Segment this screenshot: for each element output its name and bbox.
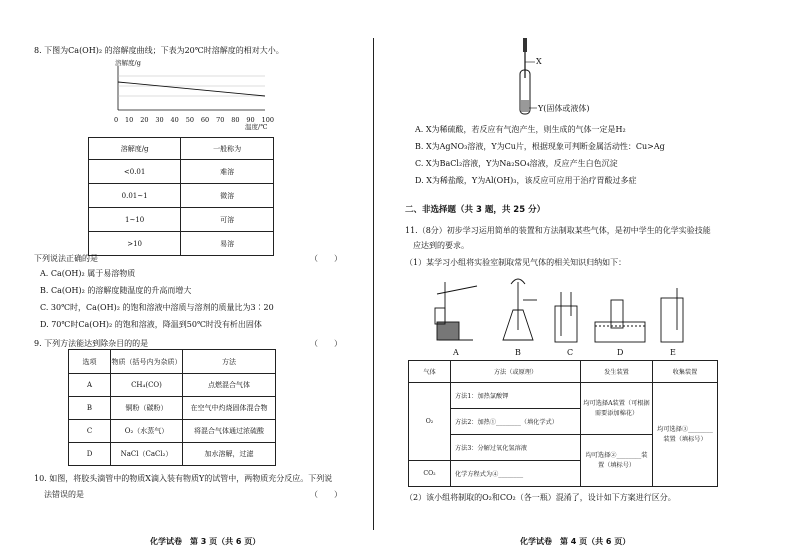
tick: 60 — [200, 116, 210, 124]
cell: 在空气中灼烧固体混合物 — [183, 397, 276, 420]
tick: 50 — [185, 116, 194, 124]
chart-xticks — [114, 116, 274, 124]
q11-sub1: （1）某学习小组将实验室制取常见气体的相关知识归纳如下： — [405, 258, 627, 267]
cell: CH₄(CO) — [111, 374, 183, 397]
cell-o2: O₂ — [409, 383, 451, 461]
tick: 70 — [216, 116, 225, 124]
cell: C — [69, 420, 111, 443]
cell: 难溶 — [181, 160, 274, 184]
tube-contents — [521, 100, 529, 112]
dropper-bulb — [523, 38, 527, 52]
q9-table — [68, 349, 276, 466]
th: 发生装置 — [581, 361, 653, 383]
q10-paren: （ ） — [310, 490, 342, 499]
apparatus-label-a: A — [453, 348, 459, 357]
cell-m3: 方法3：分解过氧化氢溶液 — [451, 435, 581, 461]
tick: 0 — [114, 116, 119, 124]
cell: 易溶 — [181, 232, 274, 256]
apparatus-label-c: C — [567, 348, 574, 357]
apparatus-a — [435, 282, 477, 340]
q8-option-b: B. Ca(OH)₂ 的溶解度随温度的升高而增大 — [40, 286, 192, 295]
cell-co2-method: 化学方程式为④________ — [451, 461, 581, 487]
q9-stem: 9. 下列方法能达到除杂目的的是 — [34, 339, 149, 348]
tick: 30 — [155, 116, 164, 124]
apparatus-label-b: B — [515, 348, 521, 357]
apparatus-figure — [425, 270, 705, 348]
section-2-heading: 二、非选择题（共 3 题，共 25 分） — [405, 205, 546, 215]
q8-option-c: C. 30℃时，Ca(OH)₂ 的饱和溶液中溶质与溶剂的质量比为3∶20 — [40, 303, 274, 312]
q8-option-a: A. Ca(OH)₂ 属于易溶物质 — [40, 269, 136, 278]
cell-gen2: 均可选择②________装置（填标号） — [581, 435, 653, 487]
th: 方法（或原理） — [451, 361, 581, 383]
cell: <0.01 — [89, 160, 181, 184]
cell: 点燃混合气体 — [183, 374, 276, 397]
page-divider — [373, 38, 374, 530]
tick: 100 — [261, 116, 274, 124]
cell: 0.01~1 — [89, 184, 181, 208]
th: 物质（括号内为杂质） — [111, 350, 183, 374]
apparatus-c — [555, 292, 577, 342]
cell: 微溶 — [181, 184, 274, 208]
q11-line2: 应达到的要求。 — [413, 241, 469, 250]
label-y: Y(固体或液体) — [538, 104, 590, 113]
cell: 加水溶解，过滤 — [183, 443, 276, 466]
th: 选项 — [69, 350, 111, 374]
q11-line1: 11.（8分）初步学习运用简单的装置和方法制取某些气体，是初中学生的化学实验技能 — [405, 226, 711, 235]
cell: 将混合气体通过浓硫酸 — [183, 420, 276, 443]
cell: 1~10 — [89, 208, 181, 232]
q9-paren: （ ） — [310, 339, 342, 348]
th: 一般称为 — [181, 138, 274, 160]
cell: B — [69, 397, 111, 420]
tick: 40 — [170, 116, 179, 124]
cell: 可溶 — [181, 208, 274, 232]
q8-paren: （ ） — [310, 254, 342, 263]
chart-grid — [118, 76, 265, 96]
q8-prompt: 下列说法正确的是 — [34, 254, 98, 263]
th: 气体 — [409, 361, 451, 383]
label-x: X — [536, 57, 542, 66]
chart-xlabel: 温度/℃ — [245, 123, 268, 131]
tick: 80 — [231, 116, 240, 124]
th: 收集装置 — [653, 361, 718, 383]
q10-option-d: D. X为稀盐酸，Y为Al(OH)₃，该反应可应用于治疗胃酸过多症 — [415, 176, 637, 185]
footer-left: 化学试卷 第 3 页（共 6 页） — [150, 537, 261, 546]
footer-right: 化学试卷 第 4 页（共 6 页） — [520, 537, 631, 546]
q10-option-a: A. X为稀硫酸，若反应有气泡产生，则生成的气体一定是H₂ — [415, 125, 626, 134]
apparatus-label-d: D — [617, 348, 624, 357]
cell: NaCl（CaCl₂） — [111, 443, 183, 466]
solubility-curve — [118, 82, 265, 96]
q11-sub2: （2）该小组将制取的O₂和CO₂（各一瓶）混淆了，设计如下方案进行区分。 — [405, 493, 676, 502]
cell: D — [69, 443, 111, 466]
apparatus-b — [503, 279, 537, 340]
cell-m1: 方法1：加热氯酸钾 — [451, 383, 581, 409]
gas-table — [408, 360, 718, 487]
cell: >10 — [89, 232, 181, 256]
cell-gen1: 均可选择A装置（可根据需要添加棉花） — [581, 383, 653, 435]
apparatus-d — [595, 300, 645, 342]
cell-co2: CO₂ — [409, 461, 451, 487]
q10-line1: 10. 如图，将胶头滴管中的物质X滴入装有物质Y的试管中，两物质充分反应。下列说 — [34, 474, 333, 483]
apparatus-e — [661, 288, 683, 342]
tick: 90 — [246, 116, 255, 124]
q10-option-b: B. X为AgNO₃溶液，Y为Cu片，根据现象可判断金属活动性：Cu>Ag — [415, 142, 665, 151]
q8-stem: 8. 下图为Ca(OH)₂ 的溶解度曲线；下表为20℃时溶解度的相对大小。 — [34, 46, 284, 55]
q8-option-d: D. 70℃时Ca(OH)₂ 的饱和溶液，降温到50℃时没有析出固体 — [40, 320, 262, 329]
solubility-table — [88, 137, 274, 256]
tick: 20 — [140, 116, 149, 124]
q10-option-c: C. X为BaCl₂溶液，Y为Na₂SO₄溶液，反应产生白色沉淀 — [415, 159, 618, 168]
tick: 10 — [125, 116, 134, 124]
cell: O₂（水蒸气） — [111, 420, 183, 443]
chart-ylabel: 溶解度/g — [115, 59, 141, 67]
cell-collect: 均可选择③________装置（填标号） — [653, 383, 718, 487]
apparatus-label-e: E — [670, 348, 676, 357]
th: 溶解度/g — [89, 138, 181, 160]
cell-m2: 方法2：加热①________（填化学式） — [451, 409, 581, 435]
cell: A — [69, 374, 111, 397]
th: 方法 — [183, 350, 276, 374]
cell: 铜粉（碳粉） — [111, 397, 183, 420]
q10-line2: 法错误的是 — [44, 490, 84, 499]
